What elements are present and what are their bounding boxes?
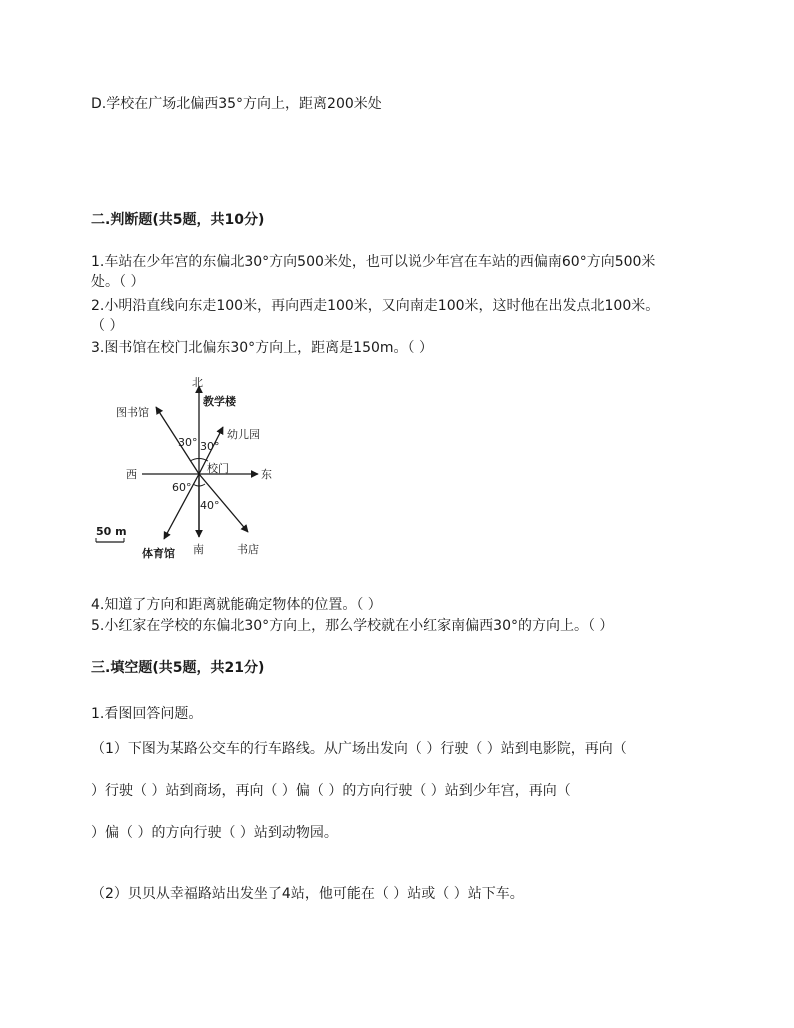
judge-q1-line1: 1.车站在少年宫的东偏北30°方向500米处，也可以说少年宫在车站的西偏南60°方向500米 xyxy=(91,254,656,270)
option-d: D.学校在广场北偏西35°方向上，距离200米处 xyxy=(91,96,382,112)
label-scale: 50 m xyxy=(96,525,127,538)
fill-q1: 1.看图回答问题。 xyxy=(91,706,203,722)
label-south: 南 xyxy=(193,543,204,556)
label-east: 东 xyxy=(261,468,272,481)
label-north: 北 xyxy=(192,376,203,389)
direction-diagram xyxy=(90,372,290,562)
judge-q2-line1: 2.小明沿直线向东走100米，再向西走100米，又向南走100米，这时他在出发点北100米。 xyxy=(91,298,660,314)
label-school-gate: 校门 xyxy=(207,462,229,475)
label-bookstore: 书店 xyxy=(237,543,259,556)
judge-q1-line2: 处。（ ） xyxy=(91,274,145,290)
label-library: 图书馆 xyxy=(116,406,149,419)
fill-q1-sub1-line1: （1）下图为某路公交车的行车路线。从广场出发向（ ）行驶（ ）站到电影院，再向（ xyxy=(91,741,627,757)
judge-q4: 4.知道了方向和距离就能确定物体的位置。（ ） xyxy=(91,597,382,613)
label-angle-30-left: 30° xyxy=(178,436,198,449)
label-west: 西 xyxy=(126,468,137,481)
label-teaching-building: 教学楼 xyxy=(203,395,236,408)
judge-q3: 3.图书馆在校门北偏东30°方向上，距离是150m。（ ） xyxy=(91,340,433,356)
judge-q5: 5.小红家在学校的东偏北30°方向上，那么学校就在小红家南偏西30°的方向上。（ ） xyxy=(91,618,614,634)
section-2-heading: 二.判断题(共5题，共10分) xyxy=(91,212,265,228)
label-angle-60: 60° xyxy=(172,481,192,494)
fill-q1-sub2: （2）贝贝从幸福路站出发坐了4站，他可能在（ ）站或（ ）站下车。 xyxy=(91,886,524,902)
label-angle-40: 40° xyxy=(200,499,220,512)
judge-q2-line2: （ ） xyxy=(91,318,124,334)
fill-q1-sub1-line2: ）行驶（ ）站到商场，再向（ ）偏（ ）的方向行驶（ ）站到少年宫，再向（ xyxy=(91,783,571,799)
label-angle-30-right: 30° xyxy=(200,440,220,453)
label-gym: 体育馆 xyxy=(142,547,175,560)
label-kindergarten: 幼儿园 xyxy=(227,428,260,441)
fill-q1-sub1-line3: ）偏（ ）的方向行驶（ ）站到动物园。 xyxy=(91,825,338,841)
section-3-heading: 三.填空题(共5题，共21分) xyxy=(91,660,265,676)
